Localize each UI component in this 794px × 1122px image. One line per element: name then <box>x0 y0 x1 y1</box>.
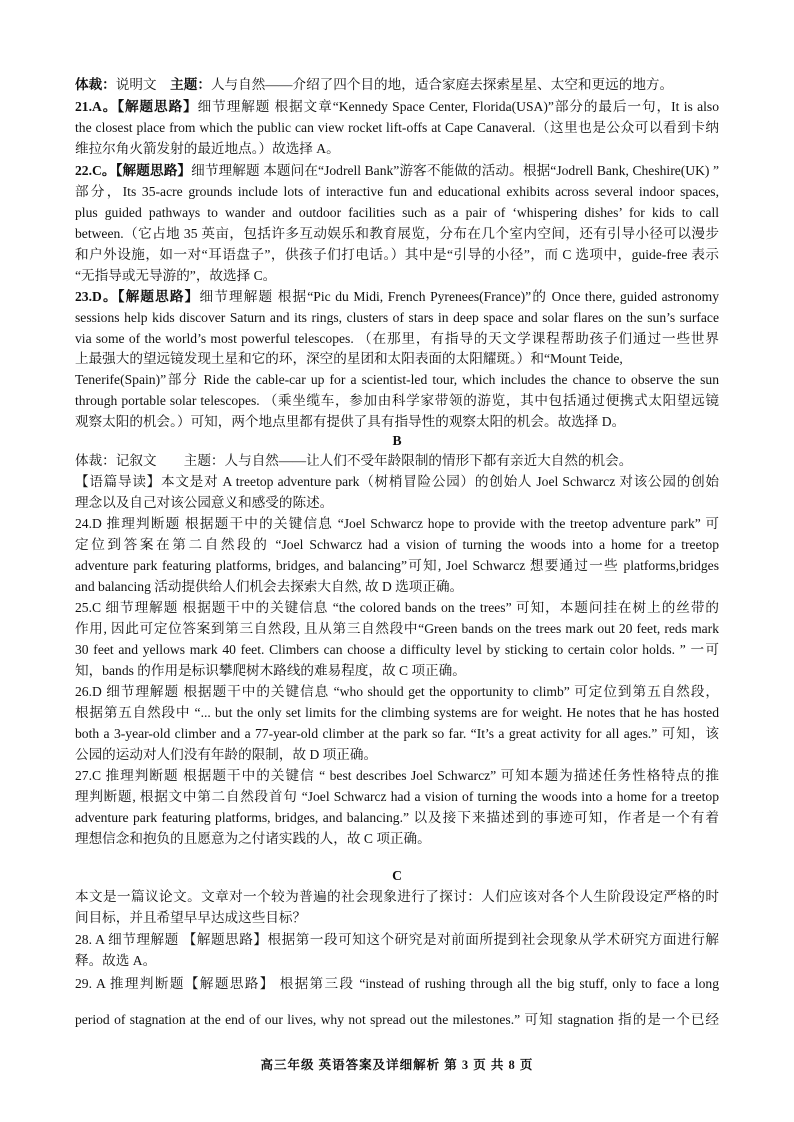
text-segment: between.（它占地 35 英亩，包括许多互动娱乐和教育展览，分布在几个室内空间，还有引导小径可以漫步 <box>75 226 719 241</box>
text-segment: both a 3-year-old climber and a 77-year-old climber at the park so far. “It’s a great activity for all ages.” 可知，该 <box>75 726 719 741</box>
text-segment: period of stagnation at the end of our lives, why not spread out the milestones.” 可知 stagnation 指的是一个已经 <box>75 1012 719 1027</box>
bold-label: C <box>392 868 402 883</box>
text-line <box>75 204 719 222</box>
text-segment: 27.C 推理判断题 根据题干中的关键信 “ best describes Joel Schwarcz” 可知本题为描述任务性格特点的推 <box>75 768 719 783</box>
text-line <box>75 350 719 368</box>
text-segment: and balancing 活动提供给人们机会去探索大自然, 故 D 选项正确。 <box>75 579 464 594</box>
bold-label: 23.D。【解题思路】 <box>75 289 200 304</box>
text-line <box>75 599 719 617</box>
text-line <box>75 76 719 94</box>
text-segment: 25.C 细节理解题 根据题干中的关键信息 “the colored bands on the trees” 可知，本题问挂在树上的丝带的 <box>75 600 719 615</box>
text-segment: Tenerife(Spain)”部分 Ride the cable-car up for a scientist-led tour, which includes the chance to observe the sun <box>75 372 719 387</box>
text-line <box>75 1011 719 1029</box>
text-segment: 细节理解题 根据文章“Kennedy Space Center, Florida(USA)”部分的最后一句，It is also <box>197 99 719 114</box>
section-heading <box>75 867 719 885</box>
text-segment: 28. A 细节理解题 【解题思路】根据第一段可知这个研究是对前面所提到社会现象从学术研究方面进行解 <box>75 932 719 947</box>
text-line <box>75 515 719 533</box>
bold-label: 21.A。【解题思路】 <box>75 99 198 114</box>
text-line <box>75 119 719 137</box>
text-segment: 作用, 因此可定位答案到第三自然段, 且从第三自然段中“Green bands on the trees mark out 20 feet, reds mark <box>75 621 719 636</box>
text-segment: 和户外设施，如一对“耳语盘子”，供孩子们打电话。）其中是“引导的小径”，而 C 选项中，guide-free 表示 <box>75 247 719 262</box>
text-segment: 公园的运动对人们没有年龄的限制，故 D 项正确。 <box>75 747 378 762</box>
text-segment: 部分，Its 35-acre grounds include lots of interactive fun and educational exhibits across several indoor spaces, <box>75 184 719 199</box>
text-line <box>75 888 719 906</box>
text-line <box>75 809 719 827</box>
text-line <box>75 952 719 970</box>
text-segment: 理判断题, 根据文中第二自然段首句 “Joel Schwarcz had a vision of turning the woods into a home for a treetop <box>75 789 719 804</box>
text-segment: 本文是一篇议论文。文章对一个较为普遍的社会现象进行了探讨：人们应该对各个人生阶段设定严格的时 <box>75 889 719 904</box>
text-line <box>75 162 719 180</box>
text-line <box>75 225 719 243</box>
text-line <box>75 183 719 201</box>
text-segment: “无指导或无导游的”，故选择 C。 <box>75 268 277 283</box>
text-line <box>75 330 719 348</box>
text-segment: 体裁：记叙文 主题：人与自然——让人们不受年龄限制的情形下都有亲近大自然的机会。 <box>75 453 633 468</box>
text-line <box>75 309 719 327</box>
text-segment: the closest place from which the public can view rocket lift-offs at Cape Canaveral.（这里也是公众可以看到卡纳 <box>75 120 719 135</box>
text-segment: 说明文 <box>115 77 171 92</box>
text-line <box>75 767 719 785</box>
text-segment: 细节理解题 本题问在“Jodrell Bank”游客不能做的活动。根据“Jodrell Bank, Cheshire(UK) ” <box>191 163 719 178</box>
bold-label: 22.C。【解题思路】 <box>75 163 192 178</box>
text-line <box>75 620 719 638</box>
text-line <box>75 371 719 389</box>
text-segment: 上最强大的望远镜发现土星和它的环，深空的星团和太阳表面的太阳耀斑。）和“Mount Teide, <box>75 351 623 366</box>
text-line <box>75 909 719 927</box>
text-segment: 根据第五自然段中 “... but the only set limits for the climbing systems are for weight. He notes that he has hosted <box>75 705 719 720</box>
text-line <box>75 830 719 848</box>
text-segment: 细节理解题 根据“Pic du Midi, French Pyrenees(France)”的 Once there, guided astronomy <box>199 289 719 304</box>
text-line <box>75 267 719 285</box>
text-line <box>75 746 719 764</box>
text-line <box>75 140 719 158</box>
text-segment: 定位到答案在第二自然段的 “Joel Schwarcz had a vision of turning the woods into a home for a treetop <box>75 537 719 552</box>
text-line <box>75 473 719 491</box>
text-segment: 【语篇导读】本文是对 A treetop adventure park（树梢冒险公园）的创始人 Joel Schwarcz 对该公园的创始 <box>75 474 719 489</box>
bold-label: B <box>392 433 402 448</box>
text-segment: 理念以及自己对该公园意义和感受的陈述。 <box>75 495 334 510</box>
text-line <box>75 452 719 470</box>
text-segment: 维拉尔角火箭发射的最近地点。）故选择 A。 <box>75 141 340 156</box>
text-segment: 观察太阳的机会。）可知，两个地点里都有提供了具有指导性的观察太阳的机会。故选择 D。 <box>75 414 626 429</box>
text-segment: 知，bands 的作用是标识攀爬树木路线的难易程度，故 C 项正确。 <box>75 663 466 678</box>
text-segment: through portable solar telescopes. （乘坐缆车，参加由科学家带领的游览，其中包括通过便携式太阳望远镜 <box>75 393 719 408</box>
text-line <box>75 557 719 575</box>
section-heading <box>75 432 719 450</box>
text-line <box>75 975 719 993</box>
text-line <box>75 413 719 431</box>
text-line <box>75 288 719 306</box>
text-segment: 24.D 推理判断题 根据题干中的关键信息 “Joel Schwarcz hope to provide with the treetop adventure park” 可 <box>75 516 719 531</box>
text-segment: adventure park featuring platforms, bridges, and balancing”可知, Joel Schwarcz 想要通过一些 platforms,bridges <box>75 558 719 573</box>
text-line <box>75 662 719 680</box>
text-segment: sessions help kids discover Saturn and its rings, clusters of stars in deep space and solar flares on the sun’s surface <box>75 310 719 325</box>
text-segment: 30 feet and yellows mark 40 feet. Climbers can choose a difficulty level by sticking to certain color holds. ” 一可 <box>75 642 719 657</box>
text-line <box>75 494 719 512</box>
text-line <box>75 578 719 596</box>
text-line <box>75 98 719 116</box>
text-segment: 释。故选 A。 <box>75 953 157 968</box>
text-segment: plus guided pathways to wander and outdoor facilities such as a pair of ‘whispering dishes’ for kids to call <box>75 205 719 220</box>
text-line <box>75 683 719 701</box>
text-segment: 29. A 推理判断题【解题思路】 根据第三段 “instead of rushing through all the big stuff, only to face a long <box>75 976 719 991</box>
text-line <box>75 931 719 949</box>
text-line <box>75 536 719 554</box>
text-line <box>75 392 719 410</box>
page-footer: 高三年级 英语答案及详细解析 第 3 页 共 8 页 <box>260 1058 534 1072</box>
text-line <box>75 725 719 743</box>
text-segment: 理想信念和抱负的且愿意为之付诸实践的人，故 C 项正确。 <box>75 831 431 846</box>
text-segment: 人与自然——介绍了四个目的地，适合家庭去探索星星、太空和更远的地方。 <box>210 77 674 92</box>
bold-label: 体裁： <box>75 77 116 92</box>
text-line <box>75 704 719 722</box>
bold-label: 主题： <box>170 77 211 92</box>
text-segment: 间目标，并且希望早早达成这些目标？ <box>75 910 307 925</box>
text-segment: 26.D 细节理解题 根据题干中的关键信息 “who should get the opportunity to climb” 可定位到第五自然段， <box>75 684 719 699</box>
text-line <box>75 246 719 264</box>
text-line <box>75 641 719 659</box>
text-line <box>75 788 719 806</box>
text-segment: via some of the world’s most powerful telescopes. （在那里，有指导的天文学课程帮助孩子们通过一些世界 <box>75 331 719 346</box>
text-segment: adventure park featuring platforms, bridges, and balancing.” 以及接下来描述到的事迹可知，作者是一个有着 <box>75 810 719 825</box>
